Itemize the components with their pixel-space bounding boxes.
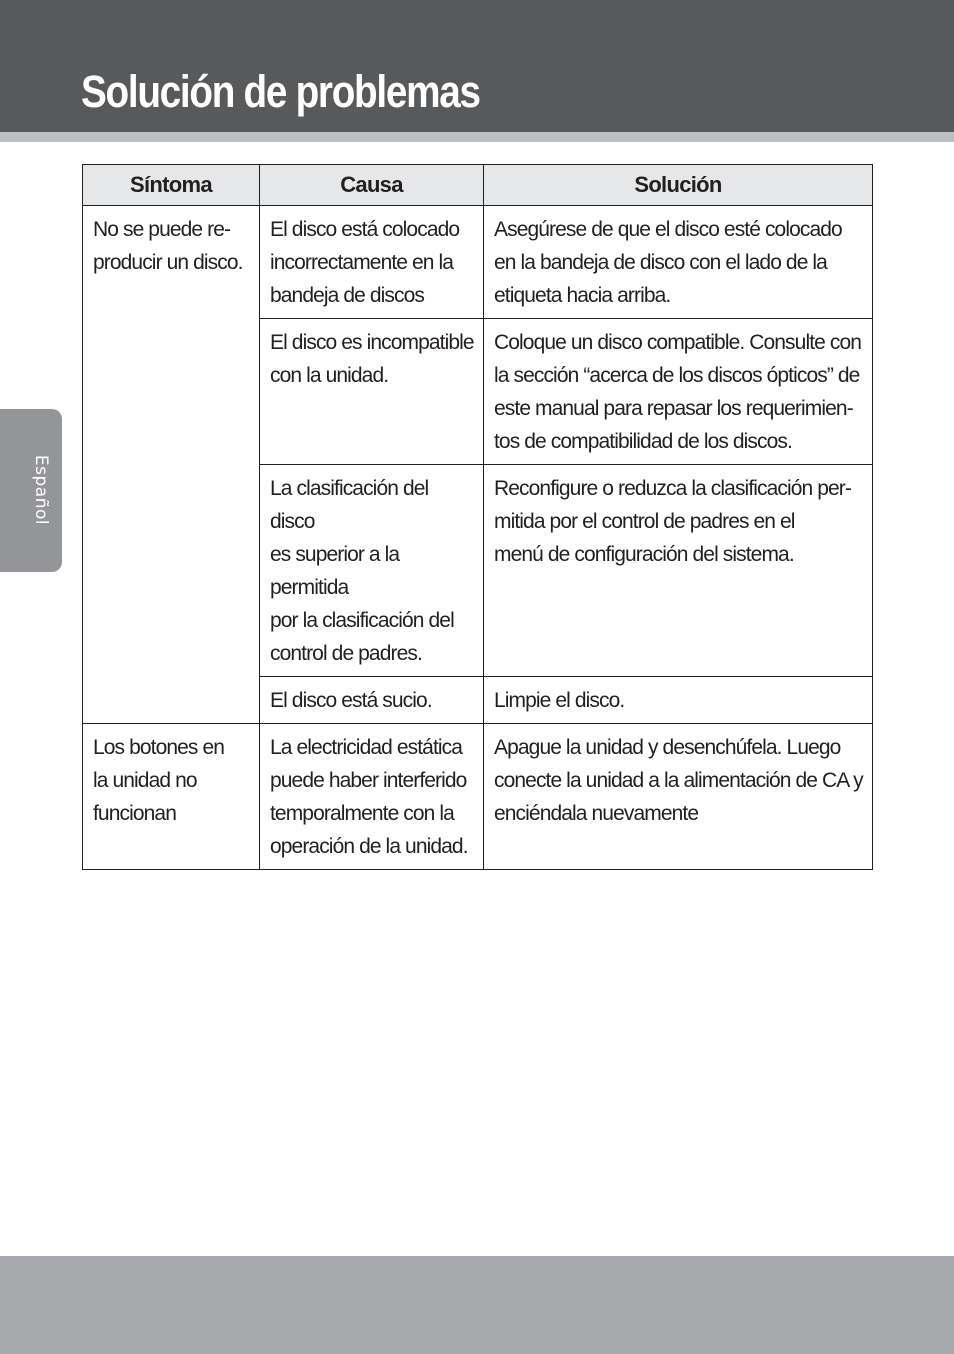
page-footer-band [0, 1256, 954, 1354]
cause-cell [260, 724, 484, 870]
solution-text: Apague la unidad y desenchúfela. Luego conecte la unidad a la alimentación de CA y enciéndala nuevamente [494, 736, 863, 825]
column-header-symptom: Síntoma [83, 165, 260, 206]
page-title: Solución de problemas [81, 66, 480, 117]
table-row [83, 724, 873, 870]
column-header-cause: Causa [260, 165, 484, 206]
column-header-solution: Solución [484, 165, 873, 206]
cause-cell [260, 319, 484, 465]
language-tab-label: Español [31, 454, 51, 526]
symptom-text: Los botones en la unidad no funcionan [93, 736, 225, 825]
symptom-cell [83, 206, 260, 724]
solution-cell [484, 677, 873, 724]
cause-text: El disco es incompatible con la unidad. [270, 331, 474, 387]
solution-text: Reconfigure o reduzca la clasificación per- mitida por el control de padres en el menú de configuración del sistema. [494, 477, 851, 566]
table-row [83, 206, 873, 319]
solution-cell [484, 319, 873, 465]
solution-cell [484, 724, 873, 870]
cause-cell [260, 206, 484, 319]
cause-text: El disco está colocado incorrectamente en la bandeja de discos [270, 218, 460, 307]
solution-text: Asegúrese de que el disco esté colocado en la bandeja de disco con el lado de la etiqueta hacia arriba. [494, 218, 842, 307]
cause-cell [260, 677, 484, 724]
cause-text: La electricidad estática puede haber interferido temporalmente con la operación de la unidad. [270, 736, 468, 858]
solution-text: Limpie el disco. [494, 689, 625, 712]
table-header-row [83, 165, 873, 206]
cause-cell [260, 465, 484, 677]
solution-cell [484, 465, 873, 677]
header-divider-strip [0, 132, 954, 142]
cause-text: La clasificación del disco es superior a la permitida por la clasificación del control de padres. [270, 477, 454, 665]
solution-text: Coloque un disco compatible. Consulte con la sección “acerca de los discos ópticos” de este manual para repasar los requerimien- tos de compatibilidad de los discos. [494, 331, 862, 453]
symptom-text: No se puede re- producir un disco. [93, 218, 243, 274]
troubleshooting-table [82, 164, 873, 870]
symptom-cell [83, 724, 260, 870]
cause-text: El disco está sucio. [270, 689, 432, 712]
solution-cell [484, 206, 873, 319]
